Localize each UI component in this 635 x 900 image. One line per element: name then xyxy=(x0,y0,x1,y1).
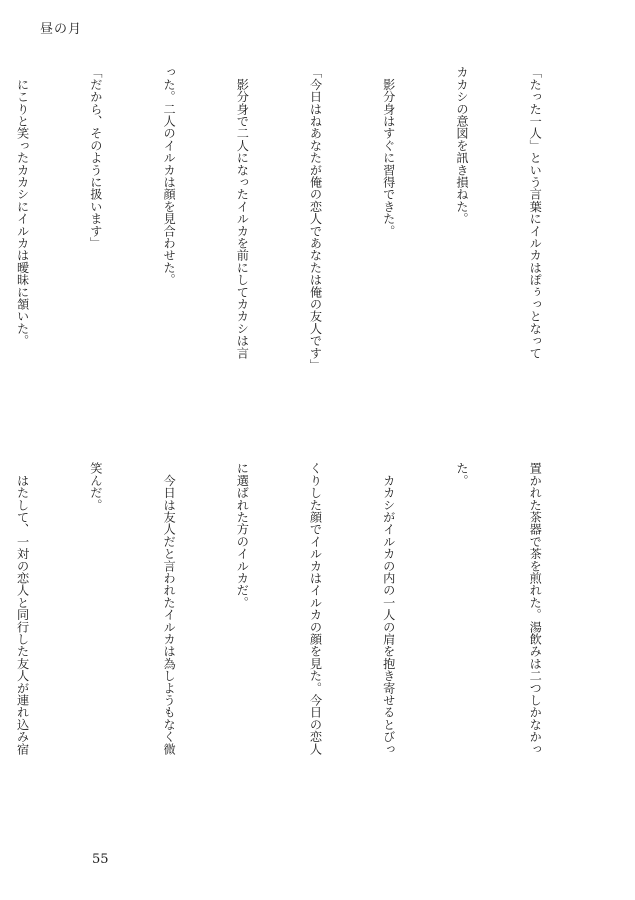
running-head-title: 昼の月 xyxy=(40,22,83,37)
text-line: った。二人のイルカは顔を見合わせた。 xyxy=(162,66,177,286)
text-line: はたして、一対の恋人と同行した友人が連れ込み宿 xyxy=(15,462,30,755)
text-line: 影分身はすぐに習得できた。 xyxy=(381,66,396,237)
text-line: カカシの意図を訊き損ねた。 xyxy=(454,66,469,225)
text-line: 置かれた茶器で茶を煎れた。湯飲みは二つしかなかっ xyxy=(528,462,543,755)
page-number: 55 xyxy=(92,852,109,867)
text-line: くりした顔でイルカはイルカの顔を見た。今日の恋人 xyxy=(308,462,323,755)
text-line: カカシがイルカの内の一人の肩を抱き寄せるとびっ xyxy=(381,462,396,755)
text-line: た。 xyxy=(454,462,469,487)
text-line: 「たった一人」という言葉にイルカはぽぅっとなって xyxy=(528,66,543,359)
text-line: 影分身で二人になったイルカを前にしてカカシは言 xyxy=(235,66,250,359)
text-line: に選ばれた方のイルカだ。 xyxy=(235,462,250,609)
text-line: 今日は友人だと言われたイルカは為しようもなく微 xyxy=(162,462,177,755)
lower-text-column xyxy=(15,462,596,834)
text-line: にこりと笑ったカカシにイルカは曖昧に頷いた。 xyxy=(15,66,30,347)
upper-text-column xyxy=(15,66,596,438)
text-line: 「今日はねあなたが俺の恋人であなたは俺の友人です」 xyxy=(308,66,323,371)
text-line: 「だから、そのように扱います」 xyxy=(88,66,103,249)
text-line: 笑んだ。 xyxy=(88,462,103,511)
